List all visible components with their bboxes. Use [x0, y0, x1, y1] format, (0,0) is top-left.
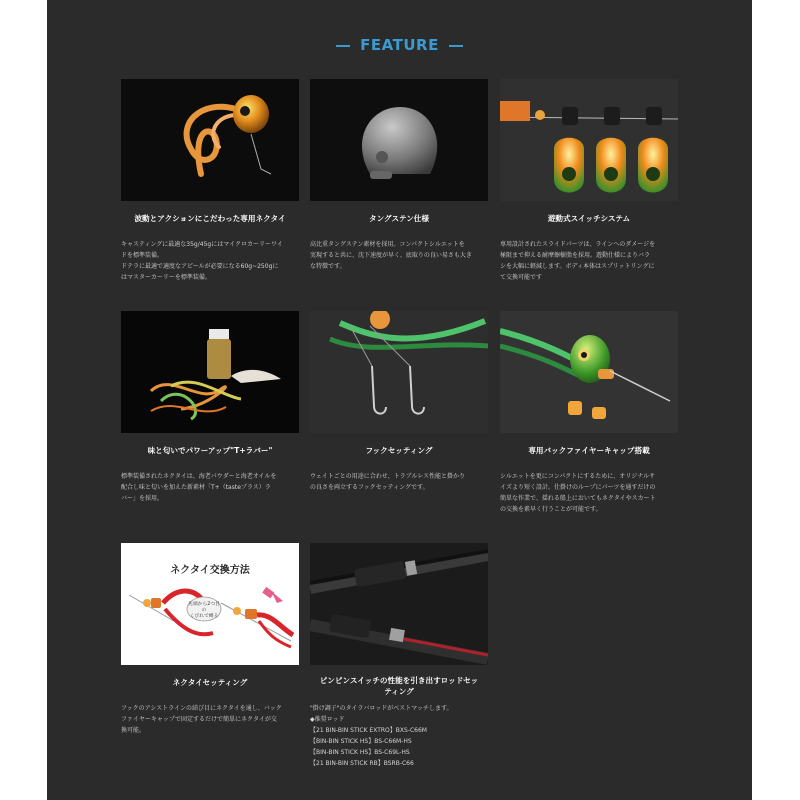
feature-title: ネクタイセッティング	[172, 678, 248, 687]
description-line: ドを標準装備。	[121, 252, 164, 259]
description-line: シルエットを更にコンパクトにするために、オリジナルサ	[500, 473, 656, 480]
feature-title-line: ビンビンスイッチの性能を引き出すロッドセッ	[319, 676, 479, 685]
feature-description	[121, 239, 299, 283]
feature-description	[310, 471, 488, 493]
switch-system-photo	[500, 79, 678, 201]
heading-dash-left	[336, 45, 350, 47]
description-line: 標準装備されたネクタイは、海老パウダーと海老オイルを	[121, 473, 277, 480]
description-line: 配合し味と匂いを加えた新素材「T+（tasteプラス）ラ	[121, 484, 271, 491]
feature-title: フックセッティング	[365, 446, 433, 455]
description-line: の良さを両立するフックセッティングです。	[310, 484, 429, 491]
feature-panel	[47, 0, 752, 800]
description-line: シを大幅に軽減します。ボディ本体はスプリットリングに	[500, 263, 655, 270]
description-line: "掛け調子"のタイラバロッドがベストマッチします。	[310, 705, 453, 712]
feature-title: 波動とアクションにこだわった専用ネクタイ	[134, 214, 286, 223]
necktie-setting-illustration	[121, 543, 299, 665]
description-line: な特徴です。	[310, 263, 346, 270]
description-line: ドテラに最適で適度なアピールが必要になる60g~250gに	[121, 263, 279, 270]
backfire-cap-photo	[500, 311, 678, 433]
feature-title: タングステン仕様	[369, 214, 429, 223]
description-line: 専用設計されたスライドパーツは、ラインへのダメージを	[500, 241, 656, 248]
description-line: 【21 BIN-BIN STICK RB】BSRB-C66	[310, 760, 414, 767]
description-line: フックのアシストラインの結び目にネクタイを通し、バック	[121, 705, 282, 712]
illustration-title: ネクタイ交換方法	[170, 565, 250, 576]
necktie-photo	[121, 79, 299, 201]
feature-title: 専用バックファイヤーキャップ搭載	[528, 446, 650, 455]
feature-description	[121, 471, 299, 504]
description-line: ◆推奨ロッド	[310, 716, 345, 723]
feature-description	[500, 471, 678, 515]
rod-photo	[310, 543, 488, 665]
tungsten-photo	[310, 79, 488, 201]
feature-description	[121, 703, 299, 736]
feature-title	[310, 675, 488, 697]
heading-dash-right	[449, 45, 463, 47]
description-line: 換可能。	[121, 727, 146, 734]
description-line: 【BIN-BIN STICK HS】BS-C69L-HS	[310, 749, 410, 756]
t-rubber-photo	[121, 311, 299, 433]
description-line: 実現すると共に、沈下速度が早く、底取りの良い易さも大き	[310, 252, 472, 259]
description-line: キャスティングに最適な35g/45gにはマイクロカーリーワイ	[121, 241, 283, 248]
illustration-note-line: 先端から2つ目の	[188, 602, 220, 613]
description-line: バー」を採用。	[121, 495, 164, 502]
feature-description	[310, 239, 488, 272]
description-line: て交換可能です	[500, 274, 543, 281]
heading-text: FEATURE	[360, 36, 439, 54]
description-line: ファイヤーキャップで固定するだけで簡単にネクタイが交	[121, 716, 277, 723]
description-line: ウェイトごとの用途に合わせ、トラブルレス性能と掛かり	[310, 473, 466, 480]
feature-title-line: ティング	[384, 687, 414, 696]
hook-setting-photo	[310, 311, 488, 433]
description-line: 極限まで抑える耐摩擦樹脂を採用。遊動仕様によりバラ	[500, 252, 651, 259]
description-line: 簡単な作業で、揺れる船上においてもネクタイやスカート	[500, 495, 656, 502]
feature-title: 味と匂いでパワーアップ"T+ラバー"	[147, 446, 273, 455]
description-line: イズより短く設計。仕掛けのループにパーツを通すだけの	[500, 484, 656, 491]
description-line: はマスターカーリーを標準装備。	[121, 274, 211, 281]
illustration-note-line: くびれで縛る	[189, 614, 219, 619]
description-line: 高比重タングステン素材を採用。コンパクトシルエットを	[310, 241, 465, 248]
description-line: 【21 BIN-BIN STICK EXTRO】BXS-C66M	[310, 727, 427, 734]
description-line: の交換を素早く行うことが可能です。	[500, 506, 602, 513]
feature-description	[500, 239, 678, 283]
feature-title: 遊動式スイッチシステム	[547, 214, 631, 223]
feature-description	[310, 703, 488, 769]
feature-heading	[47, 36, 752, 54]
description-line: 【BIN-BIN STICK HS】BS-C66M-HS	[310, 738, 412, 745]
illustration-note	[187, 602, 221, 620]
